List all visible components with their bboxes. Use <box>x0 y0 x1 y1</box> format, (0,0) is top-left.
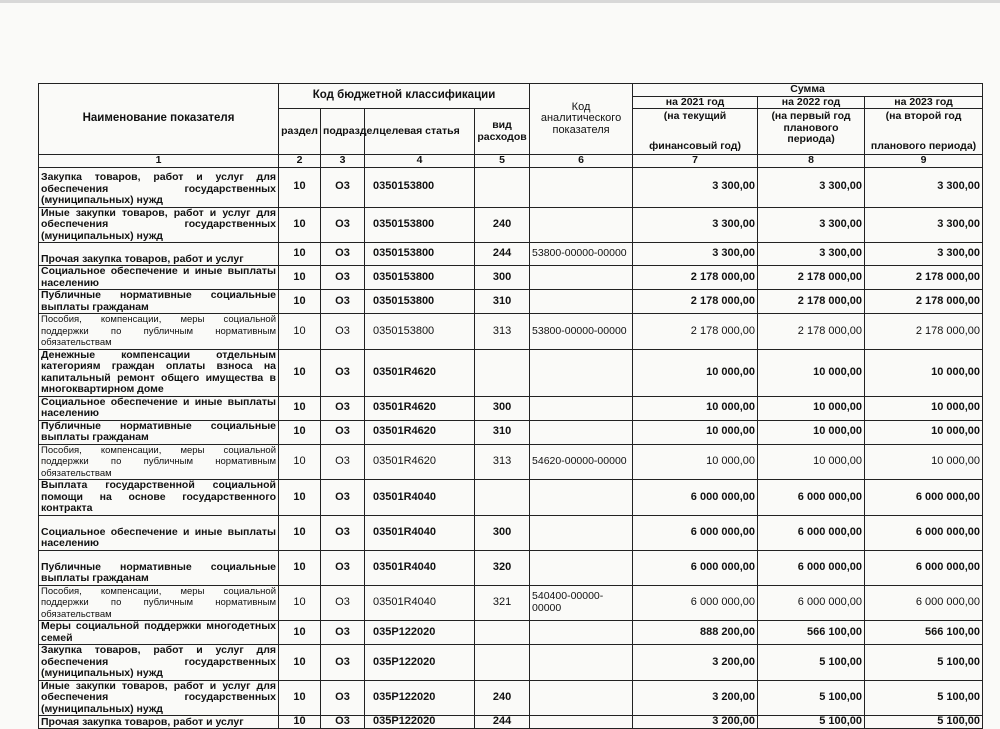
row-cel: 03501R4040 <box>365 515 475 550</box>
row-sum-2021: 10 000,00 <box>633 420 758 444</box>
row-analytic <box>530 515 633 550</box>
row-cel: 0350153800 <box>365 290 475 314</box>
colnum: 3 <box>321 155 365 168</box>
row-sum-2022: 5 100,00 <box>758 680 865 716</box>
row-cel: 0350153800 <box>365 266 475 290</box>
row-sum-2022: 10 000,00 <box>758 349 865 396</box>
row-analytic <box>530 480 633 516</box>
row-sum-2022: 10 000,00 <box>758 420 865 444</box>
row-sum-2022: 2 178 000,00 <box>758 314 865 350</box>
header-2021-note-b: финансовый год) <box>649 139 741 152</box>
row-vid: 244 <box>475 243 530 266</box>
row-cel: 0350153800 <box>365 207 475 243</box>
row-sum-2021: 6 000 000,00 <box>633 585 758 621</box>
row-razdel: 10 <box>279 243 321 266</box>
row-analytic <box>530 420 633 444</box>
row-razdel: 10 <box>279 550 321 585</box>
row-sum-2021: 2 178 000,00 <box>633 314 758 350</box>
row-cel: 035P122020 <box>365 621 475 645</box>
header-vid: вид расходов <box>475 109 530 155</box>
table-row <box>39 585 983 621</box>
row-sum-2023: 3 300,00 <box>865 207 983 243</box>
row-cel: 035P122020 <box>365 680 475 716</box>
header-podrazdel: подраздел <box>321 109 365 155</box>
table-row <box>39 621 983 645</box>
row-sum-2022: 6 000 000,00 <box>758 585 865 621</box>
header-2023-note-a: (на второй год <box>885 110 962 122</box>
row-sum-2022: 3 300,00 <box>758 167 865 207</box>
row-vid <box>475 621 530 645</box>
header-analytic: Код аналитического показателя <box>530 84 633 155</box>
table-body <box>39 167 983 729</box>
row-sum-2022: 10 000,00 <box>758 444 865 480</box>
row-sum-2021: 888 200,00 <box>633 621 758 645</box>
row-vid: 313 <box>475 314 530 350</box>
row-cel: 035P122020 <box>365 716 475 729</box>
row-sum-2023: 6 000 000,00 <box>865 585 983 621</box>
row-sum-2021: 10 000,00 <box>633 349 758 396</box>
row-analytic <box>530 396 633 420</box>
row-cel: 03501R4040 <box>365 550 475 585</box>
row-analytic <box>530 349 633 396</box>
row-podrazdel: О3 <box>321 444 365 480</box>
table-row <box>39 716 983 729</box>
row-cel: 035P122020 <box>365 645 475 681</box>
row-sum-2023: 5 100,00 <box>865 680 983 716</box>
colnum: 8 <box>758 155 865 168</box>
row-podrazdel: О3 <box>321 314 365 350</box>
row-razdel: 10 <box>279 349 321 396</box>
row-name: Закупка товаров, работ и услуг для обеспечения государственных (муниципальных) нужд <box>39 167 279 207</box>
colnum: 1 <box>39 155 279 168</box>
row-podrazdel: О3 <box>321 396 365 420</box>
row-name: Иные закупки товаров, работ и услуг для обеспечения государственных (муниципальных) нужд <box>39 207 279 243</box>
row-razdel: 10 <box>279 266 321 290</box>
row-razdel: 10 <box>279 396 321 420</box>
row-podrazdel: О3 <box>321 515 365 550</box>
colnum: 7 <box>633 155 758 168</box>
row-podrazdel: О3 <box>321 420 365 444</box>
header-2021: на 2021 год <box>633 96 758 109</box>
row-name: Меры социальной поддержки многодетных семей <box>39 621 279 645</box>
row-cel: 0350153800 <box>365 167 475 207</box>
row-vid <box>475 349 530 396</box>
colnum: 9 <box>865 155 983 168</box>
header-2023-note <box>865 109 983 155</box>
row-podrazdel: О3 <box>321 680 365 716</box>
row-analytic <box>530 645 633 681</box>
header-name: Наименование показателя <box>39 84 279 155</box>
row-vid <box>475 645 530 681</box>
row-sum-2023: 566 100,00 <box>865 621 983 645</box>
row-sum-2023: 10 000,00 <box>865 349 983 396</box>
row-name: Публичные нормативные социальные выплаты гражданам <box>39 290 279 314</box>
table-row <box>39 396 983 420</box>
row-name: Социальное обеспечение и иные выплаты населению <box>39 515 279 550</box>
row-name: Пособия, компенсации, меры социальной поддержки по публичным нормативным обязательствам <box>39 585 279 621</box>
row-sum-2023: 2 178 000,00 <box>865 314 983 350</box>
row-vid: 240 <box>475 207 530 243</box>
row-sum-2021: 3 200,00 <box>633 680 758 716</box>
table-row <box>39 266 983 290</box>
row-vid: 244 <box>475 716 530 729</box>
row-razdel: 10 <box>279 167 321 207</box>
row-vid: 300 <box>475 396 530 420</box>
row-sum-2022: 5 100,00 <box>758 716 865 729</box>
row-name: Социальное обеспечение и иные выплаты населению <box>39 396 279 420</box>
row-sum-2021: 2 178 000,00 <box>633 266 758 290</box>
row-razdel: 10 <box>279 314 321 350</box>
row-analytic <box>530 207 633 243</box>
row-sum-2022: 5 100,00 <box>758 645 865 681</box>
row-cel: 03501R4040 <box>365 585 475 621</box>
row-name: Прочая закупка товаров, работ и услуг <box>39 716 279 729</box>
header-kbk: Код бюджетной классификации <box>279 84 530 109</box>
row-cel: 03501R4040 <box>365 480 475 516</box>
row-podrazdel: О3 <box>321 480 365 516</box>
row-podrazdel: О3 <box>321 243 365 266</box>
row-vid: 320 <box>475 550 530 585</box>
header-summa: Сумма <box>633 84 983 97</box>
row-analytic <box>530 550 633 585</box>
row-sum-2022: 6 000 000,00 <box>758 550 865 585</box>
row-razdel: 10 <box>279 444 321 480</box>
row-sum-2022: 6 000 000,00 <box>758 480 865 516</box>
row-razdel: 10 <box>279 515 321 550</box>
row-sum-2021: 6 000 000,00 <box>633 480 758 516</box>
row-analytic: 540400-00000-00000 <box>530 585 633 621</box>
row-name: Публичные нормативные социальные выплаты гражданам <box>39 420 279 444</box>
row-name: Пособия, компенсации, меры социальной поддержки по публичным нормативным обязательствам <box>39 444 279 480</box>
row-podrazdel: О3 <box>321 167 365 207</box>
row-sum-2022: 2 178 000,00 <box>758 290 865 314</box>
row-sum-2021: 6 000 000,00 <box>633 515 758 550</box>
row-name: Публичные нормативные социальные выплаты гражданам <box>39 550 279 585</box>
header-2022-note: (на первый год планового периода) <box>758 109 865 155</box>
row-cel: 0350153800 <box>365 314 475 350</box>
table-row <box>39 444 983 480</box>
row-podrazdel: О3 <box>321 621 365 645</box>
colnum: 6 <box>530 155 633 168</box>
header-cel: целевая статья <box>365 109 475 155</box>
row-cel: 03501R4620 <box>365 444 475 480</box>
budget-table-sheet <box>38 83 982 729</box>
row-razdel: 10 <box>279 716 321 729</box>
table-row <box>39 420 983 444</box>
row-vid: 300 <box>475 266 530 290</box>
row-sum-2022: 3 300,00 <box>758 243 865 266</box>
row-podrazdel: О3 <box>321 645 365 681</box>
table-row <box>39 480 983 516</box>
row-podrazdel: О3 <box>321 290 365 314</box>
row-analytic <box>530 680 633 716</box>
table-row <box>39 290 983 314</box>
row-sum-2021: 3 300,00 <box>633 207 758 243</box>
row-cel: 0350153800 <box>365 243 475 266</box>
table-row <box>39 645 983 681</box>
header-2021-note <box>633 109 758 155</box>
scan-artifact-top <box>0 0 1000 3</box>
row-razdel: 10 <box>279 585 321 621</box>
header-2022: на 2022 год <box>758 96 865 109</box>
row-podrazdel: О3 <box>321 266 365 290</box>
row-name: Прочая закупка товаров, работ и услуг <box>39 243 279 266</box>
row-name: Денежные компенсации отдельным категориям граждан оплаты взноса на капитальный ремонт общего имущества в многоквартирном доме <box>39 349 279 396</box>
row-razdel: 10 <box>279 207 321 243</box>
row-sum-2022: 6 000 000,00 <box>758 515 865 550</box>
header-2023-note-b: планового периода) <box>870 139 977 152</box>
row-name: Социальное обеспечение и иные выплаты населению <box>39 266 279 290</box>
table-row <box>39 550 983 585</box>
row-sum-2021: 3 300,00 <box>633 167 758 207</box>
row-sum-2022: 566 100,00 <box>758 621 865 645</box>
row-analytic <box>530 266 633 290</box>
row-vid: 321 <box>475 585 530 621</box>
row-sum-2021: 6 000 000,00 <box>633 550 758 585</box>
row-razdel: 10 <box>279 680 321 716</box>
row-name: Иные закупки товаров, работ и услуг для обеспечения государственных (муниципальных) нужд <box>39 680 279 716</box>
row-sum-2023: 6 000 000,00 <box>865 515 983 550</box>
row-razdel: 10 <box>279 645 321 681</box>
row-name: Закупка товаров, работ и услуг для обеспечения государственных (муниципальных) нужд <box>39 645 279 681</box>
row-sum-2023: 2 178 000,00 <box>865 266 983 290</box>
row-sum-2021: 10 000,00 <box>633 444 758 480</box>
row-analytic <box>530 167 633 207</box>
table-row <box>39 515 983 550</box>
table-header <box>39 84 983 168</box>
row-podrazdel: О3 <box>321 550 365 585</box>
colnum: 4 <box>365 155 475 168</box>
row-analytic: 54620-00000-00000 <box>530 444 633 480</box>
row-podrazdel: О3 <box>321 716 365 729</box>
table-row <box>39 349 983 396</box>
table-row <box>39 167 983 207</box>
row-vid: 310 <box>475 420 530 444</box>
header-razdel: раздел <box>279 109 321 155</box>
row-vid: 300 <box>475 515 530 550</box>
colnum: 5 <box>475 155 530 168</box>
row-vid <box>475 480 530 516</box>
row-analytic <box>530 621 633 645</box>
row-sum-2023: 5 100,00 <box>865 716 983 729</box>
row-sum-2021: 10 000,00 <box>633 396 758 420</box>
row-vid <box>475 167 530 207</box>
row-sum-2023: 10 000,00 <box>865 396 983 420</box>
row-sum-2022: 2 178 000,00 <box>758 266 865 290</box>
row-cel: 03501R4620 <box>365 396 475 420</box>
row-vid: 310 <box>475 290 530 314</box>
table-row <box>39 207 983 243</box>
column-number-row <box>39 155 983 168</box>
row-sum-2022: 10 000,00 <box>758 396 865 420</box>
row-sum-2023: 2 178 000,00 <box>865 290 983 314</box>
row-razdel: 10 <box>279 480 321 516</box>
row-razdel: 10 <box>279 420 321 444</box>
row-sum-2023: 10 000,00 <box>865 444 983 480</box>
row-sum-2023: 6 000 000,00 <box>865 480 983 516</box>
row-sum-2023: 3 300,00 <box>865 167 983 207</box>
row-razdel: 10 <box>279 621 321 645</box>
row-sum-2021: 3 200,00 <box>633 716 758 729</box>
row-analytic <box>530 290 633 314</box>
row-podrazdel: О3 <box>321 585 365 621</box>
row-analytic: 53800-00000-00000 <box>530 243 633 266</box>
row-sum-2021: 3 300,00 <box>633 243 758 266</box>
budget-table <box>38 83 983 729</box>
row-razdel: 10 <box>279 290 321 314</box>
row-podrazdel: О3 <box>321 207 365 243</box>
table-row <box>39 314 983 350</box>
row-sum-2021: 3 200,00 <box>633 645 758 681</box>
row-sum-2022: 3 300,00 <box>758 207 865 243</box>
table-row <box>39 680 983 716</box>
header-2021-note-a: (на текущий <box>663 110 727 122</box>
row-sum-2023: 3 300,00 <box>865 243 983 266</box>
row-podrazdel: О3 <box>321 349 365 396</box>
row-sum-2021: 2 178 000,00 <box>633 290 758 314</box>
row-vid: 240 <box>475 680 530 716</box>
colnum: 2 <box>279 155 321 168</box>
row-sum-2023: 10 000,00 <box>865 420 983 444</box>
row-cel: 03501R4620 <box>365 420 475 444</box>
header-2023: на 2023 год <box>865 96 983 109</box>
row-name: Выплата государственной социальной помощи на основе государственного контракта <box>39 480 279 516</box>
row-vid: 313 <box>475 444 530 480</box>
row-sum-2023: 5 100,00 <box>865 645 983 681</box>
table-row <box>39 243 983 266</box>
row-analytic <box>530 716 633 729</box>
row-sum-2023: 6 000 000,00 <box>865 550 983 585</box>
row-analytic: 53800-00000-00000 <box>530 314 633 350</box>
row-name: Пособия, компенсации, меры социальной поддержки по публичным нормативным обязательствам <box>39 314 279 350</box>
row-cel: 03501R4620 <box>365 349 475 396</box>
